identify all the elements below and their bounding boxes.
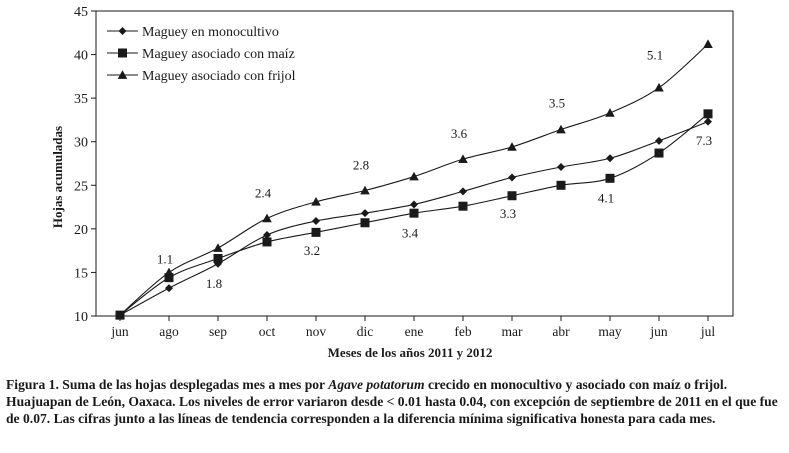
hsd-label: 1.1	[156, 251, 174, 267]
data-point	[606, 174, 615, 183]
data-point	[214, 254, 223, 263]
data-point	[213, 243, 223, 252]
data-point	[409, 172, 419, 181]
y-tick-label: 30	[74, 135, 88, 151]
data-point	[704, 109, 713, 118]
x-tick-label: ago	[159, 324, 179, 339]
y-tick-label: 45	[74, 5, 88, 20]
data-point	[410, 209, 419, 218]
data-point	[556, 125, 566, 134]
data-point	[605, 108, 615, 117]
x-tick-label: oct	[258, 324, 276, 339]
legend-label: Maguey asociado con frijol	[142, 69, 296, 84]
data-point	[164, 268, 174, 277]
data-point	[262, 214, 272, 223]
data-point	[361, 218, 370, 227]
hsd-label: 3.5	[548, 95, 566, 111]
hsd-label: 3.6	[450, 126, 468, 141]
hsd-label: 1.8	[205, 275, 223, 291]
legend-item	[107, 69, 296, 84]
x-axis-label: Meses de los años 2011 y 2012	[327, 345, 493, 360]
data-point	[557, 181, 566, 190]
y-tick-label: 10	[74, 310, 88, 325]
data-point	[557, 163, 565, 171]
data-point	[459, 202, 468, 211]
hsd-label: 4.1	[597, 190, 615, 206]
data-point	[703, 39, 713, 48]
data-point	[508, 191, 517, 200]
data-point	[606, 154, 614, 162]
data-point	[655, 149, 664, 158]
hsd-label: 3.4	[401, 225, 419, 241]
x-tick-label: sep	[209, 324, 227, 339]
legend-label: Maguey en monocultivo	[142, 25, 279, 40]
legend-marker	[119, 27, 127, 35]
legend-marker	[118, 49, 127, 58]
x-tick-label: dic	[356, 324, 374, 339]
x-tick-label: mar	[501, 324, 523, 339]
x-tick-label: abr	[552, 324, 570, 339]
data-point	[654, 83, 664, 92]
data-point	[312, 228, 321, 237]
x-tick-label: nov	[305, 324, 327, 339]
legend	[107, 25, 296, 84]
caption-species: Agave potatorum	[328, 377, 425, 392]
y-tick-label: 25	[74, 179, 88, 195]
legend-label: Maguey asociado con maíz	[142, 47, 295, 62]
hsd-label: 2.4	[254, 185, 272, 201]
hsd-label: 3.2	[303, 242, 321, 258]
y-tick-label: 40	[74, 48, 88, 64]
data-point	[655, 137, 663, 145]
data-point	[361, 209, 369, 217]
legend-item	[107, 47, 295, 62]
y-axis-label: Hojas acumuladas	[50, 125, 65, 229]
x-tick-label: jun	[650, 324, 668, 339]
data-point	[165, 284, 173, 292]
caption-prefix: Figura 1. Suma de las hojas desplegadas mes a mes por	[6, 377, 329, 392]
legend-item	[107, 25, 279, 40]
y-tick-label: 15	[74, 266, 88, 282]
x-tick-label: jul	[700, 324, 716, 339]
x-tick-label: may	[598, 324, 622, 339]
y-tick-label: 35	[74, 92, 88, 108]
x-tick-label: jun	[111, 324, 129, 339]
hsd-label: 5.1	[646, 47, 664, 63]
hsd-label: 7.3	[695, 132, 713, 148]
data-point	[704, 118, 712, 126]
data-point	[263, 237, 272, 246]
caption-suffix: crecido en monocultivo y asociado con maíz o frijol. Huajuapan de León, Oaxaca. Los niveles de error variaron desde < 0.01 hasta 0.04, con excepción de septiembre de 2011 en el que fue de 0.07. Las cifras junto a las líneas de tendencia corresponden a la diferencia mínima significativa honesta para cada mes.	[6, 377, 778, 426]
x-tick-label: ene	[404, 324, 424, 339]
x-tick-label: feb	[454, 324, 472, 339]
data-point	[410, 200, 418, 208]
data-point	[459, 187, 467, 195]
hsd-label: 3.3	[499, 206, 517, 222]
hsd-label: 2.8	[352, 157, 370, 173]
data-point	[508, 173, 516, 181]
figure-caption	[6, 376, 784, 427]
y-tick-label: 20	[74, 222, 88, 238]
data-point	[312, 217, 320, 225]
